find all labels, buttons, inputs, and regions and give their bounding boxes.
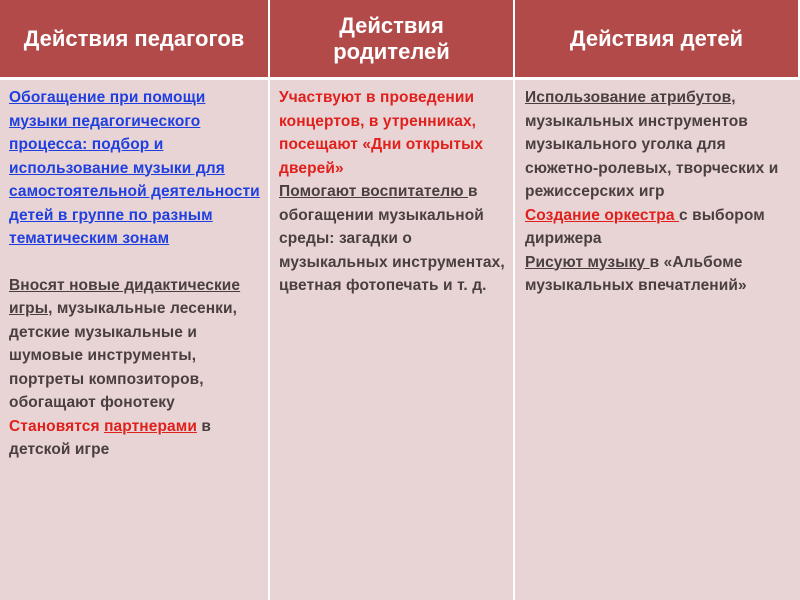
header-parents: Действия родителей [270, 0, 515, 80]
parents-participation-text: Участвуют в проведении концертов, в утренниках, посещают «Дни открытых дверей» [279, 89, 484, 177]
children-draw-music-text: в «Альбоме музыкальных впечатлений» [525, 253, 747, 294]
parents-help-link: Помогают воспитателю [279, 183, 468, 200]
teachers-games-link: Вносят новые дидактические игры, [9, 276, 241, 317]
cell-parents [270, 80, 515, 600]
children-orchestra-link: Создание оркестра [525, 206, 679, 224]
teachers-partner-pre: Становятся [9, 417, 105, 435]
cell-teachers [0, 80, 270, 600]
parents-help-text: в обогащении музыкальной среды: загадки о музыкальных инструментах, цветная фотопечать и т. д. [279, 183, 505, 294]
header-teachers: Действия педагогов [0, 0, 270, 80]
children-orchestra-text: с выбором дирижера [525, 206, 765, 247]
teachers-partner-post: в детской игре [9, 417, 212, 458]
teachers-games-text: музыкальные лесенки, детские музыкальные и шумовые инструменты, портреты композиторов, обогащают фонотеку [9, 300, 238, 411]
children-draw-music-link: Рисуют музыку [525, 253, 650, 271]
children-attributes-text: музыкальных инструментов музыкального уголка для сюжетно-ролевых, творческих и режиссерских игр [525, 112, 779, 200]
children-attributes-link: Использование атрибутов, [525, 89, 736, 106]
teachers-partner-link: партнерами [104, 417, 197, 435]
cell-children [515, 80, 800, 600]
header-children: Действия детей [515, 0, 800, 80]
teachers-enrichment-text: Обогащение при помощи музыки педагогического процесса: подбор и использование музыки для самостоятельной деятельности детей в группе по разным тематическим зонам [9, 89, 260, 247]
